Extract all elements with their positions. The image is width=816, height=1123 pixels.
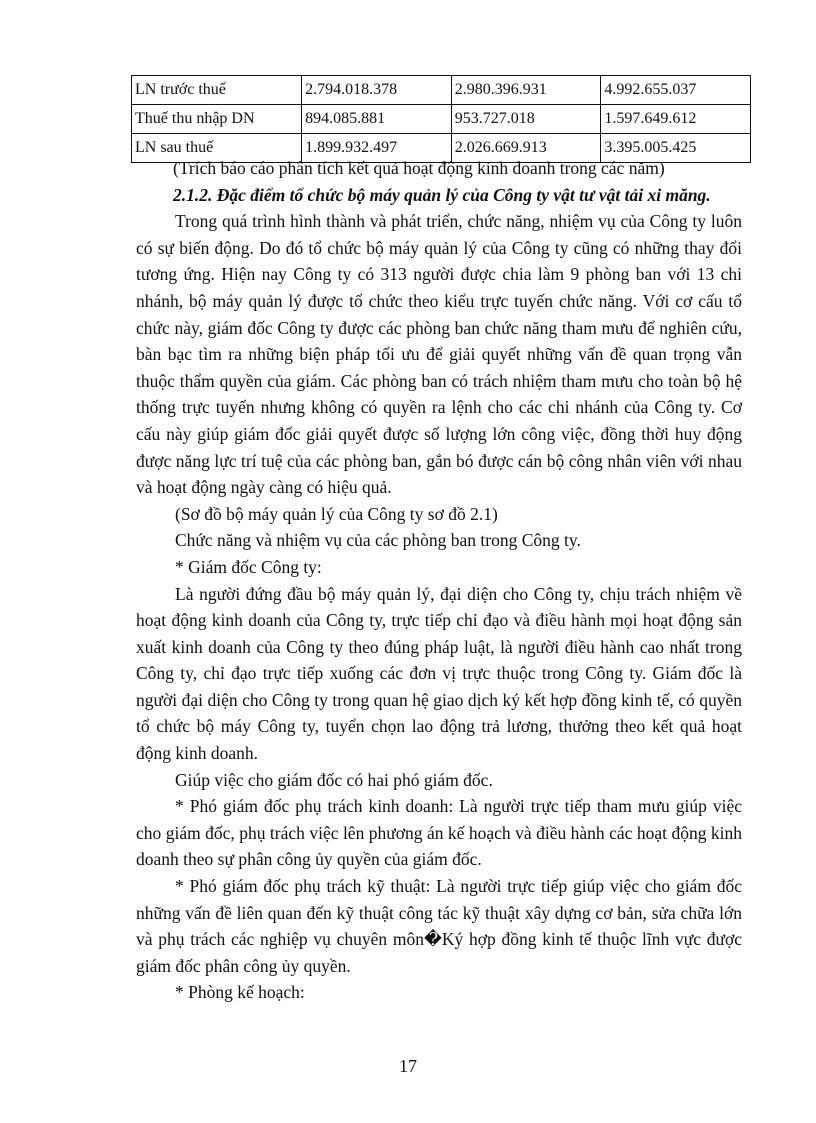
table-cell-value: 4.992.655.037 xyxy=(601,76,751,105)
table-cell-value: 894.085.881 xyxy=(302,105,452,134)
table-cell-label: LN trước thuế xyxy=(132,76,302,105)
body-paragraph: * Phó giám đốc phụ trách kinh doanh: Là người trực tiếp tham mưu giúp việc cho giám đốc, phụ trách việc lên phương án kế hoạch và điều hành các hoạt động kinh doanh theo sự phân công ủy quyền của giám đốc. xyxy=(136,796,742,870)
financial-summary-table xyxy=(131,75,751,163)
table-row xyxy=(132,76,751,105)
section-heading: 2.1.2. Đặc điểm tổ chức bộ máy quản lý của Công ty vật tư vật tải xi măng. xyxy=(173,184,711,205)
table-cell-value: 1.899.932.497 xyxy=(302,134,452,163)
table-cell-value: 953.727.018 xyxy=(451,105,601,134)
table-cell-value: 2.980.396.931 xyxy=(451,76,601,105)
body-paragraph: * Phòng kế hoạch: xyxy=(175,982,305,1003)
body-paragraph: Trong quá trình hình thành và phát triển, chức năng, nhiệm vụ của Công ty luôn có sự biến động. Do đó tổ chức bộ máy quản lý của Công ty cũng có những thay đổi tương ứng. Hiện nay Công ty có 313 người được chia làm 9 phòng ban với 13 chi nhánh, bộ máy quản lý được tổ chức theo kiểu trực tuyến chức năng. Với cơ cấu tổ chức này, giám đốc Công ty được các phòng ban chức năng tham mưu để nghiên cứu, bàn bạc tìm ra những biện pháp tối ưu để giải quyết những vấn đề quan trọng vẫn thuộc thẩm quyền của giám. Các phòng ban có trách nhiệm tham mưu cho toàn bộ hệ thống trực tuyến nhưng không có quyền ra lệnh cho các chi nhánh của Công ty. Cơ cấu này giúp giám đốc giải quyết được số lượng lớn công việc, đồng thời huy động được năng lực trí tuệ của các phòng ban, gắn bó được cán bộ công nhân viên với nhau và hoạt động ngày càng có hiệu quả. xyxy=(136,211,742,498)
table-cell-value: 3.395.005.425 xyxy=(601,134,751,163)
table-cell-value: 2.026.669.913 xyxy=(451,134,601,163)
page-body xyxy=(136,155,742,1006)
body-paragraph: * Giám đốc Công ty: xyxy=(175,556,322,577)
table-cell-value: 1.597.649.612 xyxy=(601,105,751,134)
body-paragraph: (Sơ đồ bộ máy quản lý của Công ty sơ đồ 2.1) xyxy=(175,503,498,524)
body-paragraph: Giúp việc cho giám đốc có hai phó giám đốc. xyxy=(175,769,493,790)
body-paragraph: Là người đứng đầu bộ máy quản lý, đại diện cho Công ty, chịu trách nhiệm về hoạt động kinh doanh của Công ty, trực tiếp chỉ đạo và điều hành mọi hoạt động sản xuất kinh doanh của Công ty theo đúng pháp luật, là người điều hành cao nhất trong Công ty, chỉ đạo trực tiếp xuống các đơn vị trực thuộc trong Công ty. Giám đốc là người đại diện cho Công ty trong quan hệ giao dịch ký kết hợp đồng kinh tế, có quyền tổ chức bộ máy Công ty, tuyển chọn lao động trả lương, thưởng theo kết quả hoạt động kinh doanh. xyxy=(136,583,742,764)
table-cell-label: LN sau thuế xyxy=(132,134,302,163)
body-paragraph: * Phó giám đốc phụ trách kỹ thuật: Là người trực tiếp giúp việc cho giám đốc những vấn đề liên quan đến kỹ thuật công tác kỹ thuật xây dựng cơ bản, sửa chữa lớn và phụ trách các nghiệp vụ chuyên môn�Ký hợp đồng kinh tế thuộc lĩnh vực được giám đốc phân công ủy quyền. xyxy=(136,876,742,976)
body-paragraph: Chức năng và nhiệm vụ của các phòng ban trong Công ty. xyxy=(175,530,581,551)
table-cell-label: Thuế thu nhập DN xyxy=(132,105,302,134)
table-row xyxy=(132,105,751,134)
page-number: 17 xyxy=(399,1056,417,1076)
table-caption: (Trích báo cáo phân tích kết quả hoạt động kinh doanh trong các năm) xyxy=(173,158,665,178)
table-cell-value: 2.794.018.378 xyxy=(302,76,452,105)
